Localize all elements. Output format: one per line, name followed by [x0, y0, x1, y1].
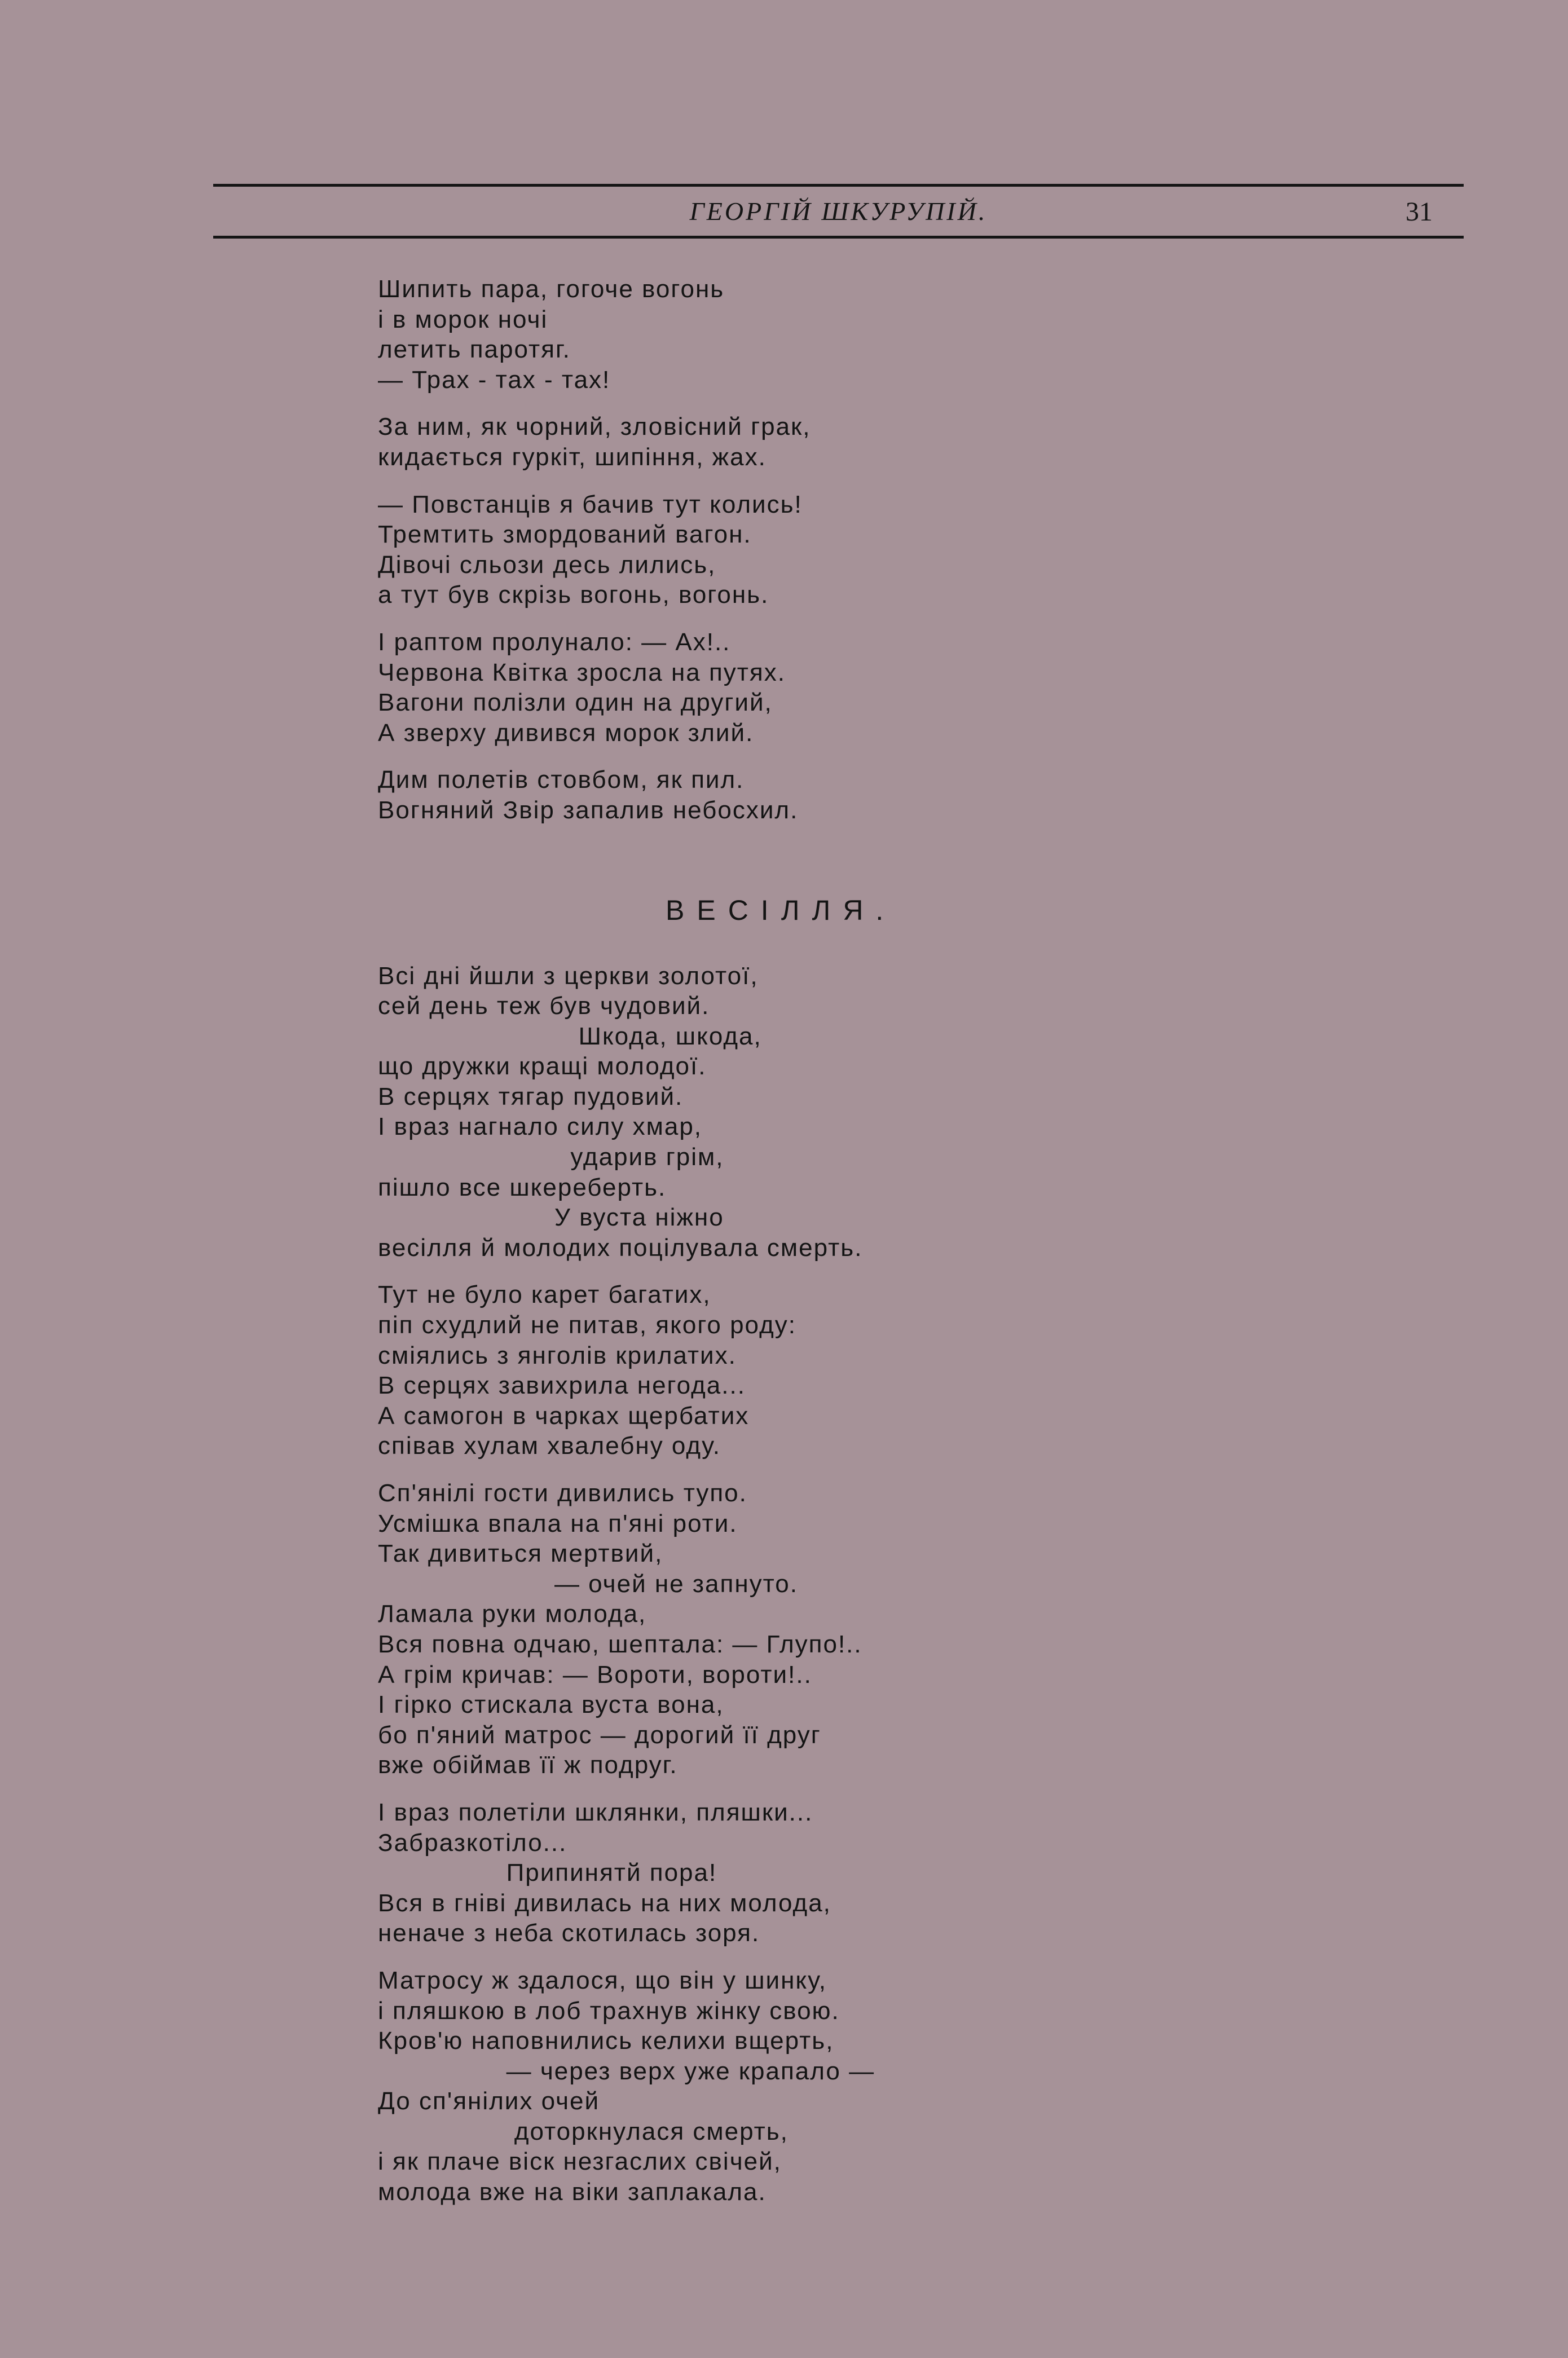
verse-line: В серцях тягар пудовий.	[378, 1082, 684, 1110]
verse-line: Кров'ю наповнились келихи вщерть,	[378, 2027, 834, 2055]
verse-line: бо п'яний матрос — дорогий її друг	[378, 1721, 821, 1749]
header-rule-top	[213, 184, 1464, 187]
verse-line: і як плаче віск незгаслих свічей,	[378, 2148, 782, 2176]
verse-line: — Трах - тах - тах!	[378, 365, 611, 394]
verse-line: Забразкотіло...	[378, 1828, 567, 1857]
verse-line: сміялись з янголів крилатих.	[378, 1341, 737, 1369]
verse-line: піп схудлий не питав, якого роду:	[378, 1311, 796, 1339]
verse-line: — очей не запнуто.	[378, 1570, 798, 1598]
header-rule-bottom	[213, 236, 1464, 239]
verse-line: Шкода, шкода,	[378, 1022, 762, 1050]
running-head	[213, 196, 1464, 230]
verse-line: — через верх уже крапало —	[378, 2057, 875, 2085]
verse-line: що дружки кращі молодої.	[378, 1052, 707, 1081]
verse-line: В серцях завихрила негода...	[378, 1372, 746, 1400]
stanza	[378, 412, 1055, 472]
verse-line: Усмішка впала на п'яні роти.	[378, 1509, 738, 1537]
verse-line: Тремтить змордований вагон.	[378, 521, 752, 549]
verse-line: А самогон в чарках щербатих	[378, 1401, 750, 1430]
verse-line: Дівочі сльози десь лились,	[378, 550, 716, 579]
verse-line: і пляшкою в лоб трахнув жінку свою.	[378, 1996, 840, 2025]
verse-line: Сп'янілі гости дивились тупо.	[378, 1479, 747, 1507]
stanza	[378, 490, 1055, 610]
page-number: 31	[1406, 197, 1433, 227]
verse-line: летить паротяг.	[378, 336, 571, 364]
stanza	[378, 274, 1055, 395]
verse-line: Припинятй пора!	[378, 1859, 717, 1887]
verse-line: І гірко стискала вуста вона,	[378, 1691, 724, 1719]
verse-line: доторкнулася смерть,	[378, 2117, 789, 2145]
stanza	[378, 627, 1055, 748]
verse-line: а тут був скрізь вогонь, вогонь.	[378, 581, 769, 609]
verse-line: А грім кричав: — Вороти, вороти!..	[378, 1660, 812, 1689]
verse-line: пішло все шкереберть.	[378, 1173, 667, 1201]
verse-line: Так дивиться мертвий,	[378, 1540, 663, 1568]
verse-line: неначе з неба скотилась зоря.	[378, 1919, 760, 1947]
verse-line: І враз нагнало силу хмар,	[378, 1113, 703, 1141]
verse-line: — Повстанців я бачив тут колись!	[378, 490, 803, 518]
verse-line: Вся повна одчаю, шептала: — Глупо!..	[378, 1630, 862, 1658]
verse-line: Тут не було карет багатих,	[378, 1281, 711, 1309]
verse-line: За ним, як чорний, зловісний грак,	[378, 413, 811, 441]
verse-line: У вуста ніжно	[378, 1204, 724, 1232]
verse-line: Вся в гніві дивилась на них молода,	[378, 1889, 831, 1917]
poem-one	[378, 274, 1055, 826]
verse-line: вже обіймав її ж подруг.	[378, 1751, 678, 1779]
running-title: ГЕОРГІЙ ШКУРУПІЙ.	[689, 197, 988, 226]
verse-line: сей день теж був чудовий.	[378, 992, 710, 1020]
verse-line: кидається гуркіт, шипіння, жах.	[378, 443, 767, 471]
verse-line: Шипить пара, гогоче вогонь	[378, 275, 725, 303]
verse-line: Червона Квітка зросла на путях.	[378, 658, 786, 686]
stanza	[378, 765, 1055, 825]
verse-line: молода вже на віки заплакала.	[378, 2178, 767, 2206]
stanza	[378, 1478, 1055, 1780]
verse-line: Вагони полізли один на другий,	[378, 689, 773, 717]
verse-line: І враз полетіли шклянки, пляшки...	[378, 1798, 813, 1826]
verse-line: Дим полетів стовбом, як пил.	[378, 766, 745, 794]
poem-two	[378, 961, 1055, 2207]
verse-line: весілля й молодих поцілувала смерть.	[378, 1233, 863, 1262]
stanza	[378, 1965, 1055, 2207]
verse-line: Вогняний Звір запалив небосхил.	[378, 796, 799, 824]
stanza	[378, 961, 1055, 1263]
verse-line: А зверху дивився морок злий.	[378, 719, 754, 747]
verse-line: співав хулам хвалебну оду.	[378, 1432, 721, 1460]
verse-line: Ламала руки молода,	[378, 1600, 647, 1628]
stanza	[378, 1797, 1055, 1949]
page-content	[378, 274, 1055, 2207]
verse-line: До сп'янілих очей	[378, 2087, 600, 2115]
verse-line: Всі дні йшли з церкви золотої,	[378, 962, 759, 990]
verse-line: і в морок ночі	[378, 305, 548, 333]
verse-line: І раптом пролунало: — Ах!..	[378, 628, 731, 656]
verse-line: Матросу ж здалося, що він у шинку,	[378, 1966, 827, 1994]
verse-line: ударив грім,	[378, 1143, 724, 1171]
poem-title: ВЕСІЛЛЯ.	[666, 894, 896, 926]
stanza	[378, 1280, 1055, 1461]
